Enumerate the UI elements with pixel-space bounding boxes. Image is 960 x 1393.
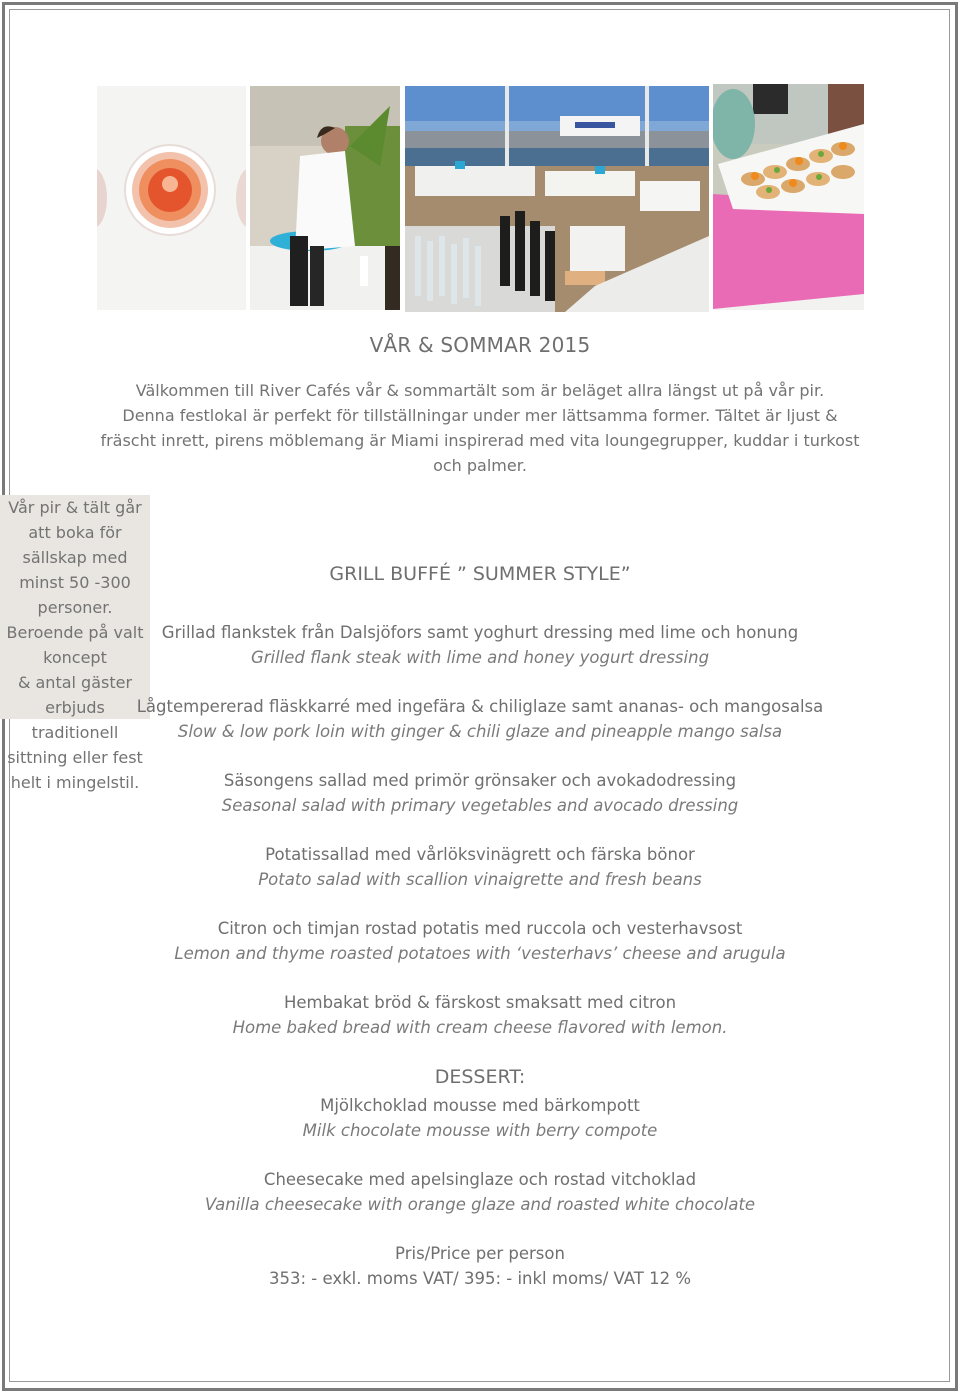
dish-swedish: Potatissallad med vårlöksvinägrett och färska bönor: [265, 845, 695, 864]
dish-english: Potato salad with scallion vinaigrette and fresh beans: [258, 870, 702, 889]
menu-item: [0, 620, 960, 670]
dessert-item: [0, 1167, 960, 1217]
dish-swedish: Grillad flankstek från Dalsjöfors samt yoghurt dressing med lime och honung: [161, 623, 799, 642]
intro-line: Denna festlokal är perfekt för tillställningar under mer lättsamma former. Tältet är ljust &: [122, 406, 838, 425]
intro-line: och palmer.: [433, 456, 527, 475]
dish-swedish: Hembakat bröd & färskost smaksatt med citron: [283, 993, 677, 1012]
intro-line: & antal gäster erbjuds traditionell sittning eller fest helt i mingelstil.: [7, 673, 143, 792]
dish-english: Grilled flank steak with lime and honey yogurt dressing: [250, 648, 710, 667]
dessert-swedish: Cheesecake med apelsinglaze och rostad vitchoklad: [263, 1170, 697, 1189]
dish-english: Lemon and thyme roasted potatoes with ‘vesterhavs’ cheese and arugula: [174, 944, 786, 963]
dish-english: Home baked bread with cream cheese flavored with lemon.: [232, 1018, 728, 1037]
pier-lounge-champagne-photo: [405, 86, 709, 312]
grill-buffet-title: GRILL BUFFÉ ” SUMMER STYLE”: [329, 563, 631, 585]
dessert-title: DESSERT:: [434, 1066, 526, 1088]
price-block: [0, 1241, 960, 1291]
canape-platter-photo: [713, 84, 864, 310]
price-label: Pris/Price per person: [395, 1244, 565, 1263]
dessert-item: [0, 1093, 960, 1143]
dessert-swedish: Mjölkchoklad mousse med bärkompott: [320, 1096, 640, 1115]
menu-item: [0, 694, 960, 744]
intro-line: Välkommen till River Cafés vår & sommartält som är beläget allra längst ut på vår pir.: [135, 381, 825, 400]
dish-english: Seasonal salad with primary vegetables and avocado dressing: [221, 796, 739, 815]
dish-swedish: Lågtempererad fläskkarré med ingefära & chiliglaze samt ananas- och mangosalsa: [136, 697, 824, 716]
dish-swedish: Säsongens sallad med primör grönsaker och avokadodressing: [223, 771, 737, 790]
intro-line: fräscht inrett, pirens möblemang är Miami inspirerad med vita loungegrupper, kuddar i turkost: [100, 431, 860, 450]
rose-wine-glass-photo: [97, 86, 246, 310]
grill-menu: [0, 620, 960, 1064]
menu-item: [0, 990, 960, 1040]
intro-paragraph-1: [0, 378, 960, 478]
dessert-menu: [0, 1093, 960, 1241]
dessert-english: Vanilla cheesecake with orange glaze and roasted white chocolate: [204, 1195, 756, 1214]
dessert-english: Milk chocolate mousse with berry compote: [302, 1121, 658, 1140]
menu-item: [0, 916, 960, 966]
menu-item: [0, 768, 960, 818]
intro-line: Vår pir & tält går att boka för sällskap med minst 50 -300 personer. Beroende på valt koncept: [6, 498, 144, 667]
photo-strip: [0, 84, 960, 312]
waiter-serving-photo: [250, 86, 400, 310]
menu-item: [0, 842, 960, 892]
dish-english: Slow & low pork loin with ginger & chili glaze and pineapple mango salsa: [177, 722, 783, 741]
page-title: VÅR & SOMMAR 2015: [369, 333, 591, 357]
dish-swedish: Citron och timjan rostad potatis med ruccola och vesterhavsost: [217, 919, 743, 938]
price-value: 353: - exkl. moms VAT/ 395: - inkl moms/ VAT 12 %: [269, 1269, 691, 1288]
